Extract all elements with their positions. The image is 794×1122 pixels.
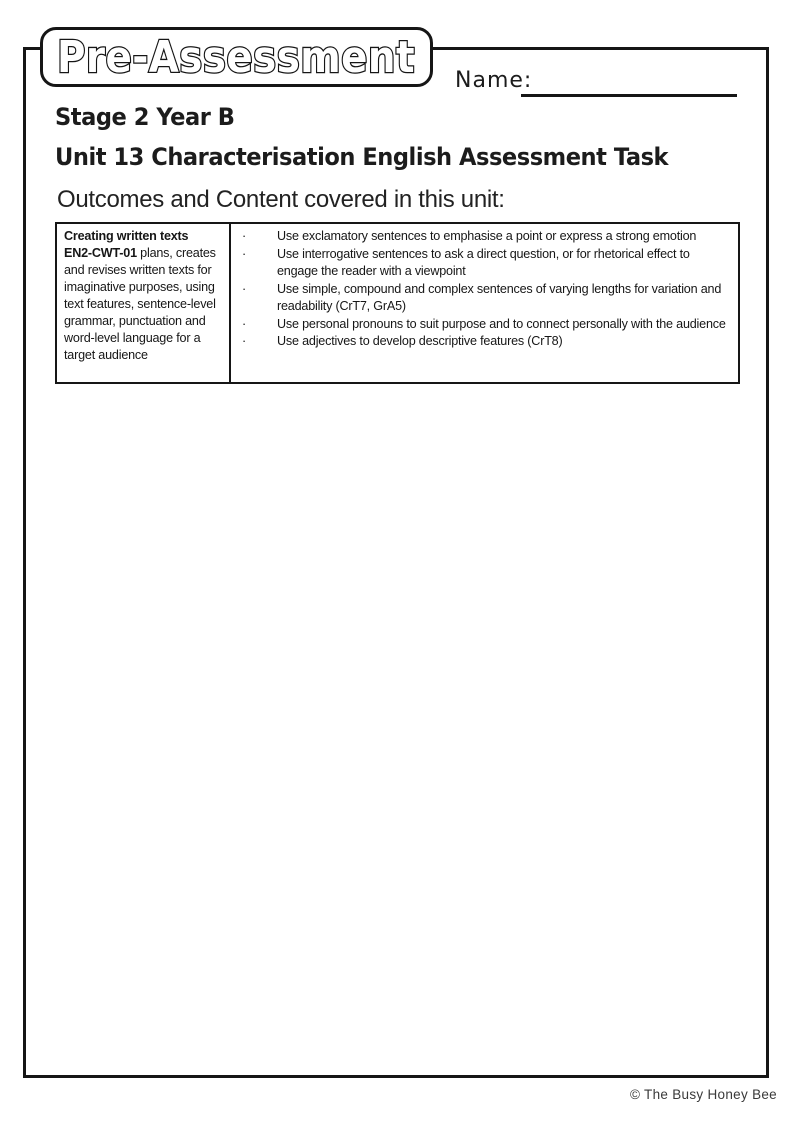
bullet-icon: · bbox=[242, 334, 246, 348]
content-point bbox=[231, 246, 730, 281]
name-label: Name: bbox=[455, 68, 533, 93]
bullet-icon: · bbox=[242, 316, 246, 331]
content-point-text: Use simple, compound and complex sentences of varying lengths for variation and readability (CrT7, GrA5) bbox=[277, 281, 722, 313]
content-cell bbox=[231, 224, 738, 382]
content-point bbox=[231, 228, 730, 246]
content-point bbox=[231, 333, 730, 351]
content-point bbox=[231, 316, 730, 334]
outcome-description: plans, creates and revises written texts for imaginative purposes, using text features, sentence-level grammar, punctuation and word-level language for a target audience bbox=[64, 246, 216, 362]
outcome-cell bbox=[57, 224, 231, 382]
outcome-title: Creating written texts bbox=[64, 229, 189, 243]
content-point-text: Use adjectives to develop descriptive features (CrT8) bbox=[277, 334, 563, 348]
content-point-text: Use exclamatory sentences to emphasise a point or express a strong emotion bbox=[277, 229, 697, 243]
badge-title: Pre-Assessment bbox=[57, 32, 415, 83]
content-point-text: Use personal pronouns to suit purpose and to connect personally with the audience bbox=[277, 316, 726, 331]
stage-heading: Stage 2 Year B bbox=[55, 103, 235, 131]
content-point bbox=[231, 281, 730, 316]
bullet-icon: · bbox=[242, 246, 246, 261]
name-line bbox=[521, 70, 737, 97]
pre-assessment-badge bbox=[40, 27, 433, 87]
content-point-text: Use interrogative sentences to ask a direct question, or for rhetorical effect to engage the reader with a viewpoint bbox=[277, 246, 690, 278]
bullet-icon: · bbox=[242, 229, 246, 243]
outcomes-intro: Outcomes and Content covered in this unit: bbox=[57, 186, 505, 213]
outcomes-table bbox=[55, 222, 740, 384]
bullet-icon: · bbox=[242, 281, 246, 296]
unit-heading: Unit 13 Characterisation English Assessment Task bbox=[55, 143, 669, 171]
footer-credit: © The Busy Honey Bee bbox=[629, 1087, 777, 1102]
outcome-code: EN2-CWT-01 bbox=[64, 246, 137, 260]
badge-title-art bbox=[49, 31, 424, 83]
